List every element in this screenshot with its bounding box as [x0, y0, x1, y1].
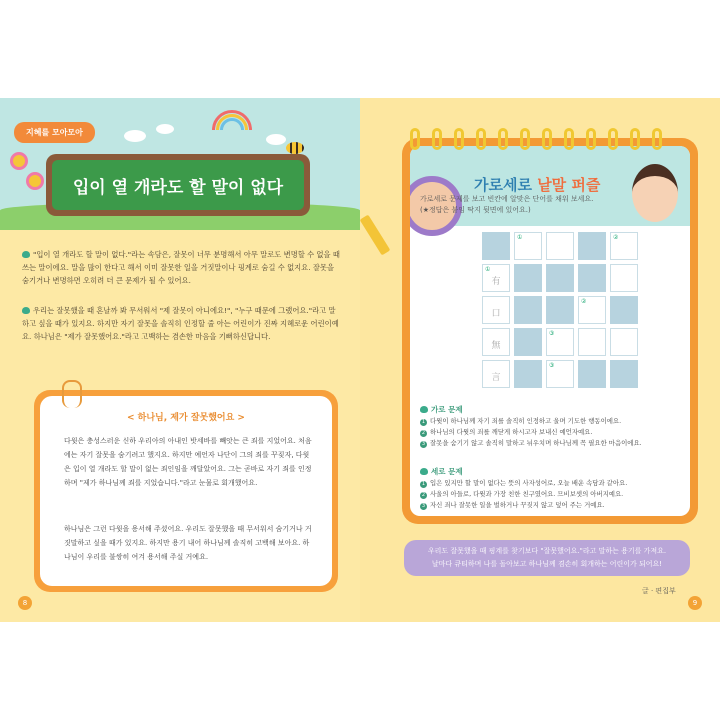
heart-icon: [420, 468, 428, 475]
body-paragraph: 우리는 잘못했을 때 혼날까 봐 무서워서 "제 잘못이 아니에요!", "누구 때문에 그랬어요."라고 말하고 싶을 때가 있지요. 하지만 자기 잘못을 솔직히 인정할 줄 아는 어린이가 진짜 지혜로운 어린이예요. 하나님은 "제가 잘못했어요."라고 고백하는 겸손한 마음을 기뻐하신답니다.: [22, 306, 339, 341]
across-heading: 가로 문제: [420, 404, 463, 415]
grid-cell[interactable]: 口: [482, 296, 510, 324]
cloud: [156, 124, 174, 134]
grid-cell[interactable]: [514, 328, 542, 356]
grid-cell[interactable]: [546, 296, 574, 324]
puzzle-instructions: 가로세로 문제를 보고 빈칸에 알맞은 단어를 채워 보세요. (★정답은 붙임 딱지 뒷면에 있어요.): [420, 195, 594, 214]
page-number: 9: [688, 596, 702, 610]
grid-cell[interactable]: [514, 296, 542, 324]
boy-illustration: [632, 164, 678, 222]
grid-cell[interactable]: [546, 232, 574, 260]
left-page: [0, 98, 360, 622]
page-number: 8: [18, 596, 32, 610]
grid-cell[interactable]: 言: [482, 360, 510, 388]
down-heading: 세로 문제: [420, 466, 463, 477]
grid-cell[interactable]: ③: [546, 360, 574, 388]
grid-cell[interactable]: ②: [610, 232, 638, 260]
grid-cell[interactable]: [578, 264, 606, 292]
story-title: < 하나님, 제가 잘못했어요 >: [127, 413, 245, 423]
board-title: 입이 열 개라도 할 말이 없다: [52, 160, 304, 210]
grid-cell[interactable]: ②: [578, 296, 606, 324]
story-card: [34, 390, 338, 592]
notebook-rings: [410, 128, 700, 152]
grid-cell[interactable]: [482, 232, 510, 260]
down-clues: 1 입은 있지만 할 말이 없다는 뜻의 사자성어로, 오늘 배운 속담과 같아요. 2 사울의 아들로, 다윗과 가장 친한 친구였어요. 므비보셋의 아버지예요. 3 자신 죄나 잘못한 일을 벌하거나 꾸짖지 않고 덮어 주는 거예요.: [421, 479, 628, 509]
cloud: [266, 134, 286, 145]
section-tag: 지혜를 모아모아: [14, 122, 95, 143]
intro-paragraph: "입이 열 개라도 할 말이 없다."라는 속담은, 잘못이 너무 분명해서 아무 말로도 변명할 수 없을 때 쓰는 말이에요. 말을 많이 한다고 해서 이미 잘못한 일을 거짓말이나 핑계로 숨길 수 없지요. 잘못을 숨기거나 변명하면 오히려 더 큰 문제가 될 수 있어요.: [22, 250, 340, 285]
flower-icon: [26, 172, 44, 190]
closing-banner: 우리도 잘못했을 때 핑계를 찾기보다 "잘못했어요."라고 말하는 용기를 가져요. 날마다 큐티하며 나를 돌아보고 하나님께 겸손히 회개하는 어린이가 되어요!: [404, 540, 690, 576]
magazine-spread: [0, 98, 720, 622]
grid-cell[interactable]: [578, 232, 606, 260]
story-paragraph: 다윗은 충성스러운 신하 우리아의 아내인 밧세바를 빼앗는 큰 죄를 지었어요. 처음에는 자기 잘못을 숨기려고 했지요. 하지만 예언자 나단이 그의 죄를 꾸짖자, 다윗은 입이 열 개라도 할 말이 없는 죄인임을 깨달았어요. 그는 곧바로 자기 죄를 인정하며 "제가 하나님께 죄를 지었습니다."라고 눈물로 회개했어요.: [64, 437, 312, 487]
grid-cell[interactable]: [610, 296, 638, 324]
grid-cell[interactable]: [610, 360, 638, 388]
grid-cell[interactable]: 無: [482, 328, 510, 356]
across-clues: 1 다윗이 하나님께 자기 죄를 솔직히 인정하고 울며 기도한 행동이에요. 2 하나님의 다윗의 죄를 깨닫게 하시고자 보내신 예언자예요. 3 잘못을 숨기기 않고 솔직히 말하고 뉘우치며 하나님께 꼭 필요한 마음이에요.: [421, 417, 642, 447]
paperclip-icon: [62, 380, 82, 408]
cloud: [124, 130, 146, 142]
right-page: [360, 98, 720, 622]
heart-icon: [420, 406, 428, 413]
rainbow-icon: [212, 110, 252, 130]
puzzle-title: 가로세로 낱말 퍼즐: [474, 176, 601, 194]
grid-cell[interactable]: [514, 264, 542, 292]
story-paragraph: 하나님은 그런 다윗을 용서해 주셨어요. 우리도 잘못했을 때 무서워서 숨기거나 거짓말하고 싶을 때가 있지요. 하지만 용기 내어 하나님께 솔직히 고백해 보아요. 하나님이 우리를 불쌍히 여겨 용서해 주실 거예요.: [64, 525, 312, 561]
grid-cell[interactable]: [578, 328, 606, 356]
chalkboard: [46, 154, 310, 216]
grid-cell[interactable]: ① 有: [482, 264, 510, 292]
grid-cell[interactable]: [610, 264, 638, 292]
heart-icon: [22, 251, 30, 258]
grid-cell[interactable]: [546, 264, 574, 292]
grid-cell[interactable]: [578, 360, 606, 388]
grid-cell[interactable]: [514, 360, 542, 388]
grid-cell[interactable]: [610, 328, 638, 356]
grid-cell[interactable]: ①: [514, 232, 542, 260]
flower-icon: [10, 152, 28, 170]
author-credit: 글 · 편집부: [642, 587, 676, 595]
bee-icon: [286, 142, 304, 154]
pencil-icon: [360, 215, 390, 256]
heart-icon: [22, 307, 30, 314]
grid-cell[interactable]: ③: [546, 328, 574, 356]
